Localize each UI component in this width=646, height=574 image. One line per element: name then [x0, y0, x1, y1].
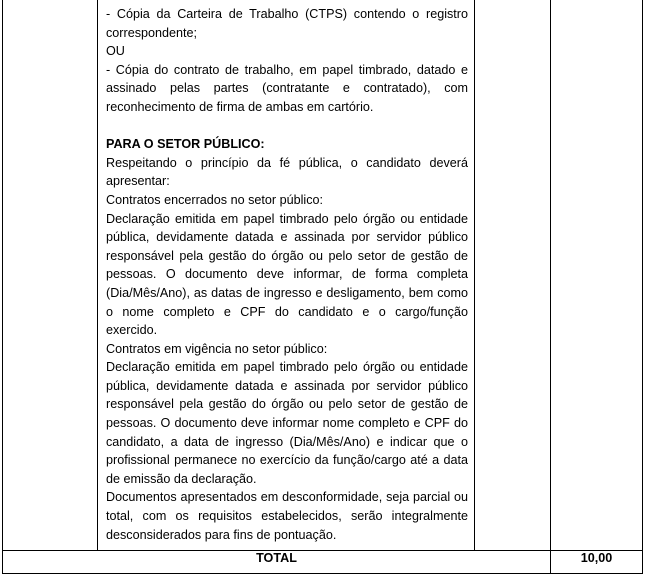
total-row: [3, 551, 643, 574]
table-row: [3, 0, 643, 551]
paragraph-intro: Respeitando o princípio da fé pública, o candidato deverá apresentar:: [106, 155, 468, 189]
total-label: TOTAL: [3, 551, 551, 574]
paragraph-ctps: - Cópia da Carteira de Trabalho (CTPS) contendo o registro correspondente;: [106, 7, 468, 40]
empty-cell-right: [551, 0, 643, 551]
total-value: 10,00: [551, 551, 643, 574]
paragraph-closed-contracts-label: Contratos encerrados no setor público:: [106, 192, 324, 207]
public-sector-heading: PARA O SETOR PÚBLICO:: [106, 137, 265, 152]
spacer: [106, 117, 468, 136]
requirements-text: [98, 0, 474, 550]
paragraph-contract: - Cópia do contrato de trabalho, em papel timbrado, datado e assinado pelas partes (contratante e contratado), com reconhecimento de firma de ambas em cartório.: [106, 62, 468, 114]
empty-cell-mid: [475, 0, 551, 551]
criteria-table: [2, 0, 643, 574]
paragraph-closed-contracts: Declaração emitida em papel timbrado pelo órgão ou entidade pública, devidamente datada e assinada por servidor público responsável pela gestão do órgão ou pelo setor de gestão de pessoas. O documento deve informar, de forma completa (Dia/Mês/Ano), as datas de ingresso e desligamento, bem como o nome completo e CPF do candidato e o cargo/função exercido.: [106, 211, 468, 338]
paragraph-active-contracts: Declaração emitida em papel timbrado pelo órgão ou entidade pública, devidamente datada e assinada por servidor público responsável pela gestão do órgão ou pelo setor de gestão de pessoas. O documento deve informar nome completo e CPF do candidato, a data de ingresso (Dia/Mês/Ano) e indicar que o profissional permanece no exercício da função/cargo até a data de emissão da declaração.: [106, 360, 468, 486]
paragraph-active-contracts-label: Contratos em vigência no setor público:: [106, 341, 328, 356]
paragraph-or: OU: [106, 44, 125, 59]
empty-cell-left: [3, 0, 98, 551]
requirements-cell: [98, 0, 475, 551]
paragraph-nonconformity: Documentos apresentados em desconformidade, seja parcial ou total, com os requisitos estabelecidos, serão integralmente desconsiderados para fins de pontuação.: [106, 490, 468, 542]
